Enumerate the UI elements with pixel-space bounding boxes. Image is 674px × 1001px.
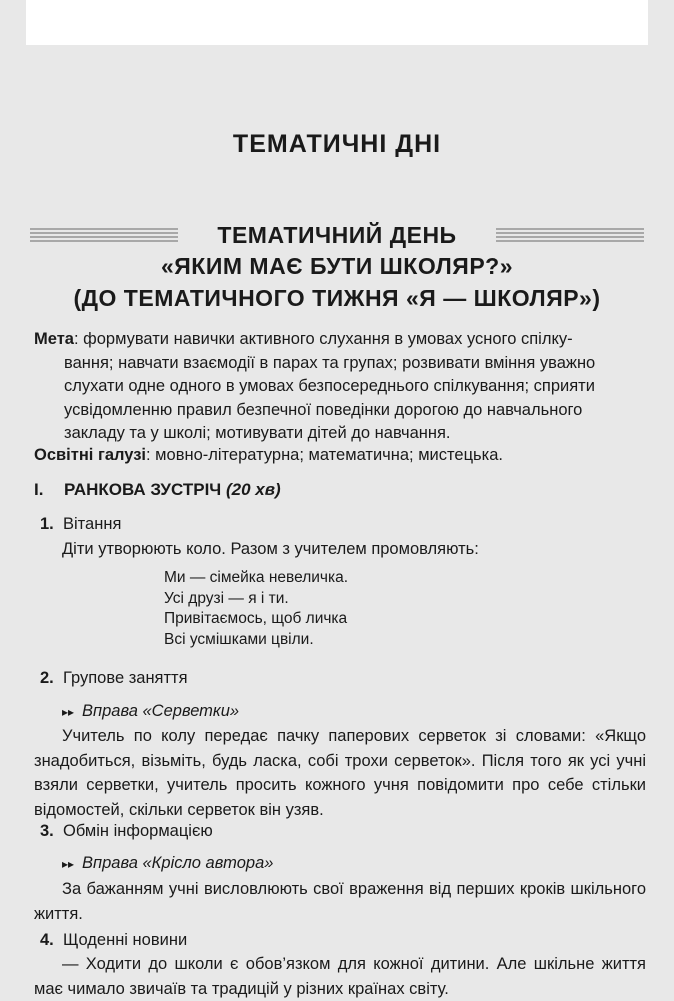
item-label: Вітання — [63, 515, 122, 533]
item-label: Обмін інформацією — [63, 822, 213, 840]
goal-line-1: : формувати навички активного слухання в умовах усного спілку- — [73, 330, 573, 348]
item-number: 3. — [40, 822, 54, 840]
double-arrow-icon: ▸▸ — [62, 705, 75, 719]
item-1 — [40, 515, 121, 534]
fields-paragraph — [34, 444, 646, 468]
item-number: 1. — [40, 515, 54, 533]
exercise-author-chair — [62, 854, 273, 873]
item-label: Групове заняття — [63, 669, 188, 687]
poem — [164, 568, 348, 650]
goal-rest: вання; навчати взаємодії в парах та групах; розвивати вміння уважно слухати одне одного в умовах безпосереднього спілкування; сприяти усвідомленню правил безпечної поведінки дорогою до навчального закладу та у школі; мотивувати дітей до навчання. — [64, 353, 596, 442]
section-duration: (20 хв) — [225, 480, 281, 499]
day-title-line-3: (ДО ТЕМАТИЧНОГО ТИЖНЯ «Я — ШКОЛЯР») — [73, 285, 601, 311]
goal-label: Мета — [34, 330, 74, 348]
section-heading — [34, 480, 281, 500]
fields-text: : мовно-літературна; математична; мистецька. — [146, 446, 503, 464]
poem-line: Привітаємось, щоб личка — [164, 610, 348, 627]
exercise-title: Вправа «Серветки» — [82, 702, 240, 720]
section-number: I. — [34, 480, 44, 499]
item-2 — [40, 669, 188, 688]
exercise-author-chair-text: За бажанням учні висловлюють свої враження від перших кроків шкільного життя. — [34, 880, 646, 923]
page-title: ТЕМАТИЧНІ ДНІ — [232, 130, 442, 158]
poem-line: Всі усмішками цвіли. — [164, 630, 314, 648]
exercise-napkins-text: Учитель по колу передає пачку паперових серветок зі словами: «Якщо знадобиться, візьміть, будь ласка, собі трохи серветок». Після того як усі учні взяли серветки, учитель просить кожного учня повідомити про себе стільки відомостей, скільки серветок він узяв. — [34, 727, 646, 819]
news-text: — Ходити до школи є обов’язком для кожної дитини. Але шкільне життя має чимало звичаїв та традицій у різних країнах світу. — [34, 955, 646, 998]
section-title: РАНКОВА ЗУСТРІЧ — [64, 480, 222, 499]
item-number: 2. — [40, 669, 54, 687]
item-3 — [40, 822, 213, 841]
poem-line: Усі друзі — я і ти. — [164, 589, 289, 607]
goal-paragraph — [34, 328, 646, 446]
top-bar — [26, 0, 648, 45]
exercise-napkins — [62, 702, 239, 721]
fields-label: Освітні галузі — [34, 446, 147, 464]
exercise-title: Вправа «Крісло автора» — [82, 854, 274, 872]
item-4 — [40, 931, 187, 950]
day-title-line-2: «ЯКИМ МАЄ БУТИ ШКОЛЯР?» — [160, 253, 514, 279]
item-number: 4. — [40, 931, 54, 949]
item-label: Щоденні новини — [63, 931, 188, 949]
greeting-text: Діти утворюють коло. Разом з учителем промовляють: — [62, 540, 479, 558]
double-arrow-icon: ▸▸ — [62, 857, 75, 871]
day-title-line-1: ТЕМАТИЧНИЙ ДЕНЬ — [217, 222, 457, 248]
poem-line: Ми — сімейка невеличка. — [164, 569, 349, 586]
